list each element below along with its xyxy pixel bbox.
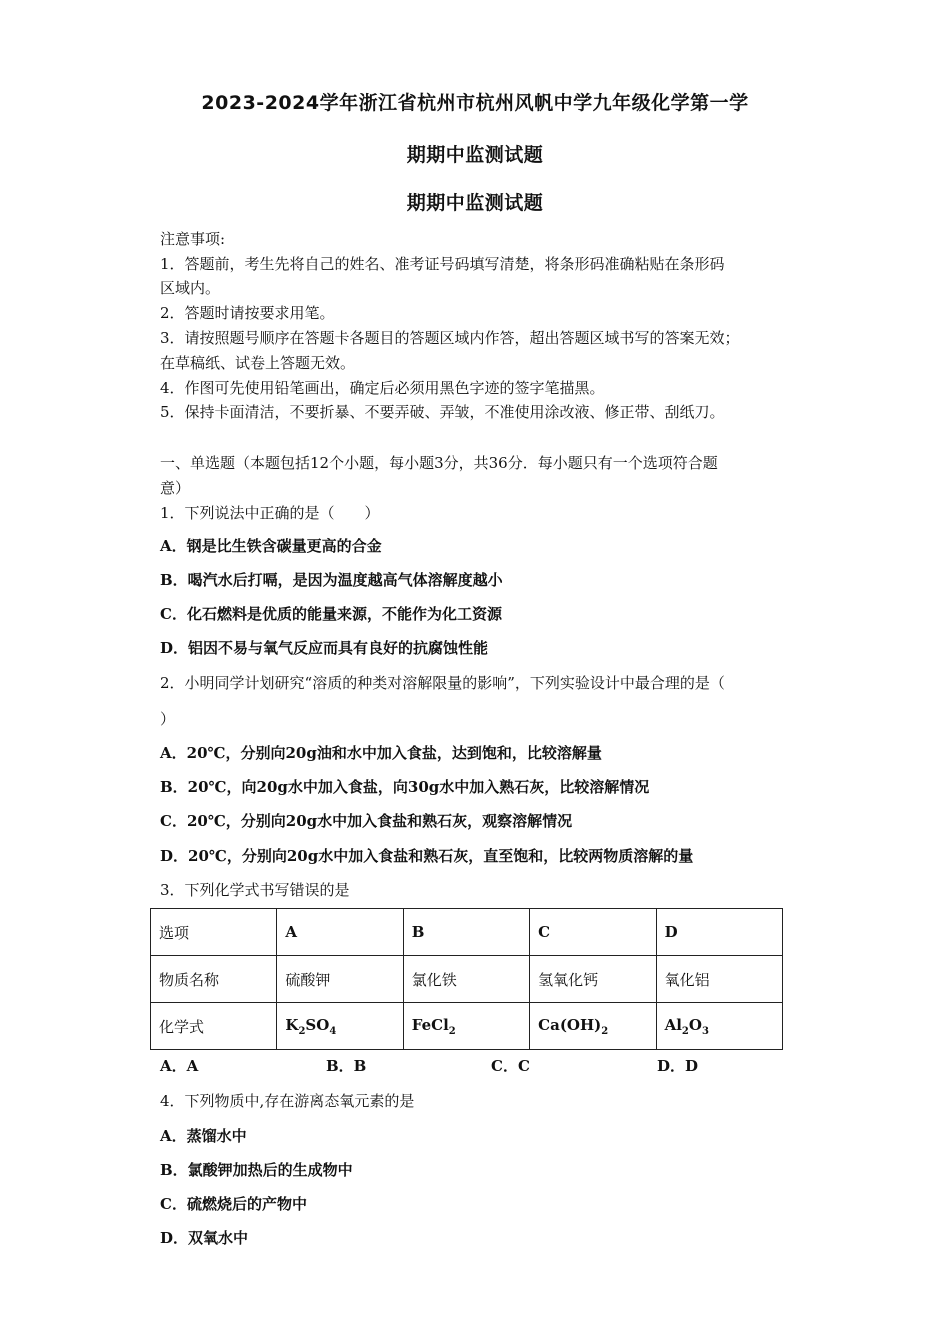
formula-cell: FeCl$_2$ [403, 1003, 529, 1050]
notice-heading: 注意事项: [160, 230, 226, 248]
notice-item: 4．作图可先使用铅笔画出，确定后必须用黑色字迹的签字笔描黑。 [160, 379, 605, 397]
question-2-stem: 2．小明同学计划研究“溶质的种类对溶解限量的影响”，下列实验设计中最合理的是（ [160, 674, 725, 692]
question-3-option-a: A．A [160, 1057, 199, 1075]
page-title: 2023-2024学年浙江省杭州市杭州风帆中学九年级化学第一学 [201, 92, 749, 114]
question-3-table [150, 908, 783, 1050]
question-2-option-c: C．20℃，分别向20g水中加入食盐和熟石灰，观察溶解情况 [160, 812, 573, 830]
question-3-option-c: C．C [491, 1057, 530, 1075]
question-4-option-c: C．硫燃烧后的产物中 [160, 1195, 307, 1213]
table-cell: 硫酸钾 [277, 956, 403, 1003]
question-4-option-d: D．双氧水中 [160, 1229, 249, 1247]
question-1-option-a: A．钢是比生铁含碳量更高的合金 [160, 537, 382, 555]
question-1-option-b: B．喝汽水后打嗝，是因为温度越高气体溶解度越小 [160, 571, 503, 589]
section-header-cont: 意） [160, 479, 191, 497]
notice-item: 5．保持卡面清洁，不要折暴、不要弄破、弄皱，不准使用涂改液、修正带、刮纸刀。 [160, 403, 725, 421]
notice-item: 3．请按照题号顺序在答题卡各题目的答题区域内作答，超出答题区域书写的答案无效； [160, 329, 740, 347]
table-cell: 选项 [151, 909, 277, 956]
question-4-stem: 4．下列物质中,存在游离态氧元素的是 [160, 1092, 415, 1110]
table-cell: 氯化铁 [403, 956, 529, 1003]
section-header: 一、单选题（本题包括12个小题，每小题3分，共36分．每小题只有一个选项符合题 [160, 454, 718, 472]
question-4-option-a: A．蒸馏水中 [160, 1127, 247, 1145]
table-row [151, 1003, 783, 1050]
table-row [151, 909, 783, 956]
notice-item: 区域内。 [160, 279, 221, 297]
table-cell: 氧化铝 [656, 956, 782, 1003]
table-cell: C [530, 909, 656, 956]
question-1-stem: 1．下列说法中正确的是（ ） [160, 504, 380, 522]
question-2-option-b: B．20℃，向20g水中加入食盐，向30g水中加入熟石灰，比较溶解情况 [160, 778, 650, 796]
table-cell: A [277, 909, 403, 956]
table-cell: 氢氧化钙 [530, 956, 656, 1003]
question-2-option-a: A．20℃，分别向20g油和水中加入食盐，达到饱和，比较溶解量 [160, 744, 602, 762]
formula-cell: $K_2SO_4$ [277, 1003, 403, 1050]
formula-cell: $Ca(OH)_2$ [530, 1003, 656, 1050]
formula-cell: $Al_2O_3$ [656, 1003, 782, 1050]
question-4-option-b: B．氯酸钾加热后的生成物中 [160, 1161, 353, 1179]
question-3-option-d: D．D [657, 1057, 699, 1075]
question-1-option-d: D．铝因不易与氧气反应而具有良好的抗腐蚀性能 [160, 639, 489, 657]
page-subtitle: 期期中监测试题 [406, 192, 544, 214]
table-cell: 物质名称 [151, 956, 277, 1003]
question-2-stem-cont: ） [160, 710, 176, 728]
notice-item: 在草稿纸、试卷上答题无效。 [160, 354, 356, 372]
question-3-stem: 3．下列化学式书写错误的是 [160, 881, 350, 899]
notice-item: 2．答题时请按要求用笔。 [160, 304, 335, 322]
page-title-line2: 期期中监测试题 [406, 144, 544, 166]
question-3-option-b: B．B [326, 1057, 367, 1075]
table-row [151, 956, 783, 1003]
notice-item: 1．答题前，考生先将自己的姓名、准考证号码填写清楚，将条形码准确粘贴在条形码 [160, 255, 725, 273]
question-2-option-d: D．20℃，分别向20g水中加入食盐和熟石灰，直至饱和，比较两物质溶解的量 [160, 847, 694, 865]
table-cell: D [656, 909, 782, 956]
question-1-option-c: C．化石燃料是优质的能量来源，不能作为化工资源 [160, 605, 502, 623]
table-cell: 化学式 [151, 1003, 277, 1050]
table-cell: B [403, 909, 529, 956]
